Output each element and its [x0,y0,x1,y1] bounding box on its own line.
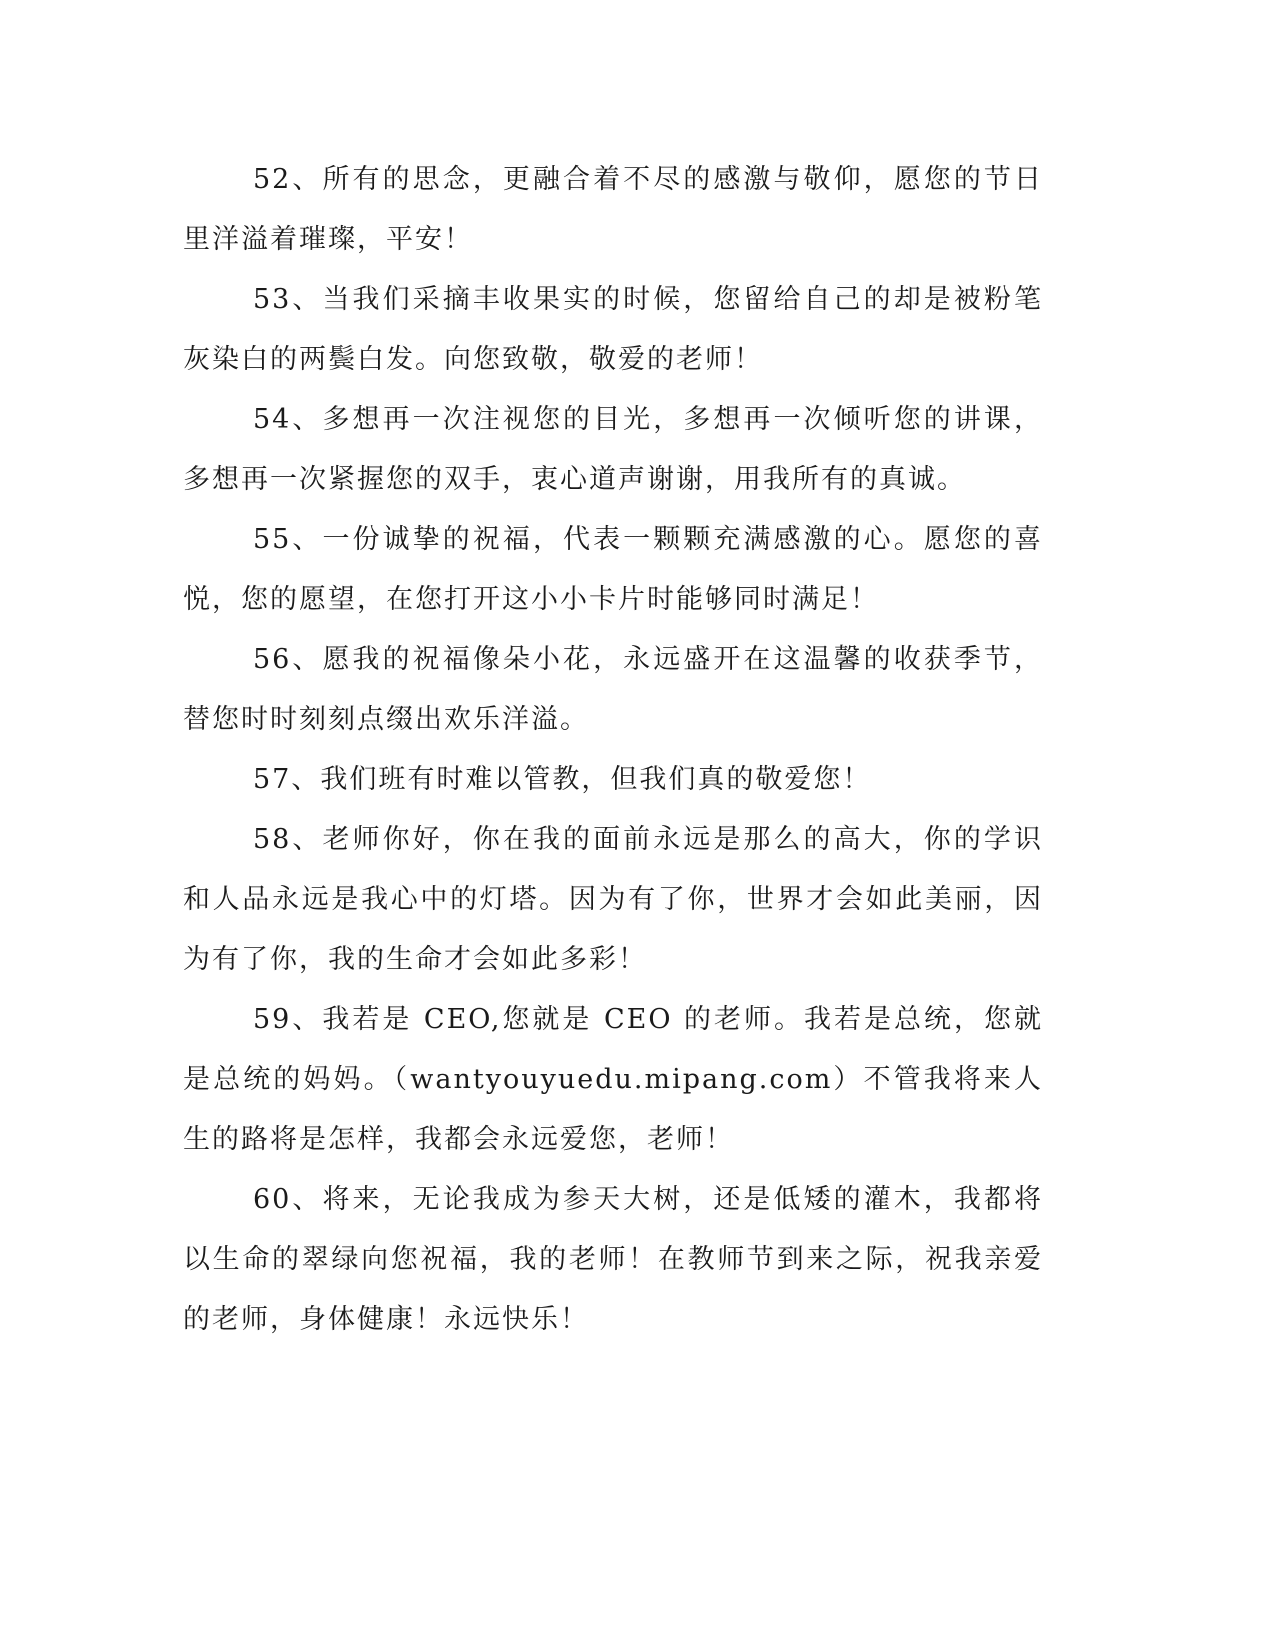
paragraph-60: 60、将来，无论我成为参天大树，还是低矮的灌木，我都将以生命的翠绿向您祝福，我的老师！在教师节到来之际，祝我亲爱的老师，身体健康！永远快乐！ [183,1184,1043,1335]
paragraph-57: 57、我们班有时难以管教，但我们真的敬爱您！ [253,764,872,795]
paragraph-58: 58、老师你好，你在我的面前永远是那么的高大，你的学识和人品永远是我心中的灯塔。因为有了你，世界才会如此美丽，因为有了你，我的生命才会如此多彩！ [183,824,1043,975]
paragraph-59: 59、我若是 CEO,您就是 CEO 的老师。我若是总统，您就是总统的妈妈。（wantyouyuedu.mipang.com）不管我将来人生的路将是怎样，我都会永远爱您，老师！ [183,1004,1043,1155]
paragraph-54: 54、多想再一次注视您的目光，多想再一次倾听您的讲课，多想再一次紧握您的双手，衷心道声谢谢，用我所有的真诚。 [183,404,1043,495]
document-body [183,150,1043,1350]
paragraph-52: 52、所有的思念，更融合着不尽的感激与敬仰，愿您的节日里洋溢着璀璨，平安！ [183,164,1043,255]
paragraph-56: 56、愿我的祝福像朵小花，永远盛开在这温馨的收获季节，替您时时刻刻点缀出欢乐洋溢。 [183,644,1043,735]
paragraph-55: 55、一份诚挚的祝福，代表一颗颗充满感激的心。愿您的喜悦，您的愿望，在您打开这小小卡片时能够同时满足！ [183,524,1043,615]
paragraph-53: 53、当我们采摘丰收果实的时候，您留给自己的却是被粉笔灰染白的两鬓白发。向您致敬，敬爱的老师！ [183,284,1043,375]
